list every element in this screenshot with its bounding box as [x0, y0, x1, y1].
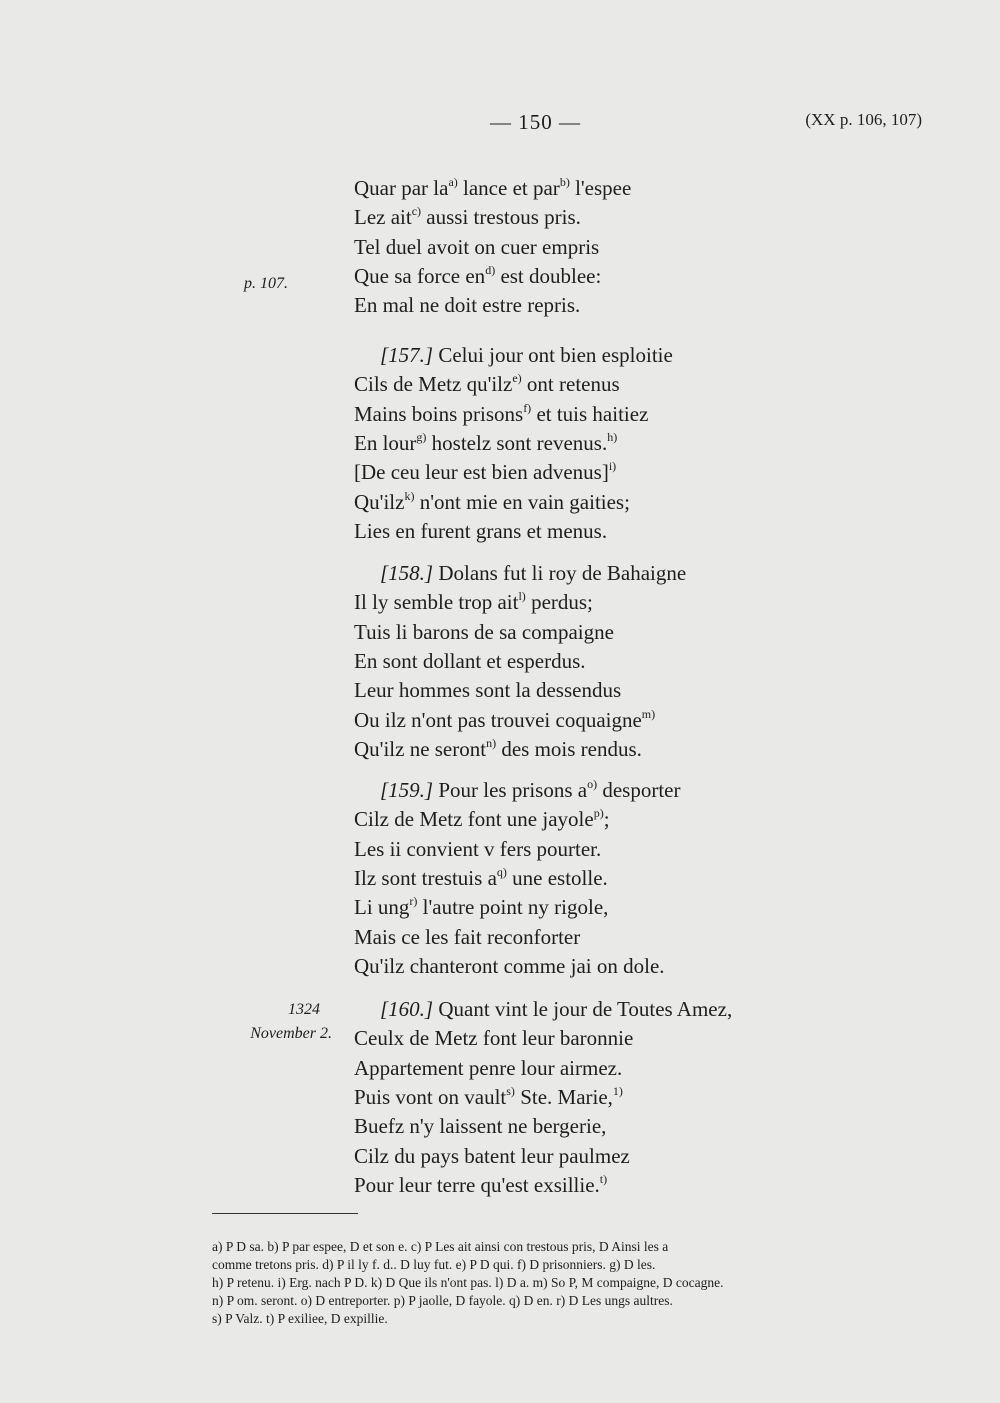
- verse-line: [354, 202, 581, 232]
- verse-text: des mois rendus.: [496, 736, 642, 761]
- verse-line: [354, 951, 665, 981]
- verse-text: Tuis li barons de sa compaigne: [354, 619, 614, 644]
- verse-line: [354, 290, 580, 320]
- stanza-number: [160.]: [380, 997, 434, 1021]
- footnote-line: a) P D sa. b) P par espee, D et son e. c) P Les ait ainsi con trestous pris, D Ainsi les a: [212, 1239, 669, 1254]
- verse-line: [354, 369, 620, 399]
- verse-line: [354, 863, 608, 893]
- footnote-marker: b): [559, 175, 570, 189]
- footnote-line: n) P om. seront. o) D entreporter. p) P jaolle, D fayole. q) D en. r) D Les ungs aultres.: [212, 1293, 673, 1308]
- footnote-marker: o): [587, 777, 598, 791]
- verse-line: [354, 173, 631, 203]
- verse-text: Il ly semble trop ait: [354, 590, 519, 615]
- stanza-number: [159.]: [380, 778, 434, 802]
- verse-line: [380, 340, 673, 370]
- verse-text: ont retenus: [521, 372, 620, 397]
- verse-text: Leur hommes sont la dessendus: [354, 678, 622, 703]
- verse-text: Ste. Marie,: [514, 1084, 613, 1109]
- footnote-marker: i): [608, 459, 617, 474]
- verse-text: Lies en furent grans et menus.: [354, 518, 608, 543]
- verse-line: [354, 734, 642, 764]
- footnote-marker: d): [485, 262, 496, 277]
- verse-text: Celui jour ont bien esploitie: [438, 343, 673, 367]
- verse-text: Les ii convient v fers pourter.: [354, 836, 602, 861]
- verse-line: [354, 646, 586, 676]
- verse-text: Quant vint le jour de Toutes Amez,: [438, 997, 733, 1021]
- footnote-marker: f): [523, 400, 532, 415]
- footnote-marker: k): [404, 488, 415, 503]
- verse-text: Qu'ilz: [354, 489, 405, 514]
- verse-line: [354, 516, 607, 546]
- verse-text: perdus;: [525, 590, 593, 615]
- footnote-marker: s): [506, 1083, 515, 1098]
- verse-text: une estolle.: [506, 865, 608, 890]
- verse-text: Mains boins prisons: [354, 401, 524, 426]
- verse-line: [354, 487, 630, 517]
- verse-text: Puis vont on vault: [354, 1084, 507, 1109]
- verse-line: [354, 457, 616, 487]
- footnote-marker: m): [641, 706, 656, 721]
- verse-text: Quar par la: [354, 176, 449, 200]
- verse-text: Ilz sont trestuis a: [354, 865, 497, 890]
- footnote-marker: p): [593, 806, 604, 821]
- footnote-marker: 1): [612, 1083, 623, 1098]
- verse-text: Ceulx de Metz font leur baronnie: [354, 1026, 634, 1051]
- verse-text: est doublee:: [495, 263, 602, 288]
- verse-text: Li ung: [354, 895, 410, 920]
- verse-text: [De ceu leur est bien advenus]: [354, 460, 609, 485]
- verse-line: [354, 892, 608, 922]
- verse-text: Buefz n'y laissent ne bergerie,: [354, 1114, 607, 1139]
- footnote-marker: q): [496, 864, 507, 879]
- verse-line: [354, 1082, 623, 1112]
- verse-line: [354, 675, 621, 705]
- verse-text: et tuis haitiez: [531, 401, 649, 426]
- verse-text: Dolans fut li roy de Bahaigne: [438, 561, 687, 585]
- footnote-marker: g): [416, 429, 427, 444]
- verse-text: Cils de Metz qu'ilz: [354, 372, 513, 397]
- footnote-line: comme tretons pris. d) P il ly f. d.. D luy fut. e) P D qui. f) D prisonniers. g) D les.: [212, 1257, 656, 1272]
- verse-line: [354, 804, 610, 834]
- footnote-marker: n): [486, 735, 497, 750]
- verse-line: [354, 834, 601, 864]
- verse-text: Tel duel avoit on cuer empris: [354, 234, 600, 259]
- verse-text: l'autre point ny rigole,: [417, 895, 609, 920]
- stanza-number: [158.]: [380, 561, 434, 585]
- footnote-line: h) P retenu. i) Erg. nach P D. k) D Que ils n'ont pas. l) D a. m) So P, M compaigne, D cocagne.: [212, 1275, 724, 1290]
- page-number: — 150 —: [490, 110, 581, 134]
- verse-text: Mais ce les fait reconforter: [354, 924, 581, 949]
- verse-line: [354, 428, 617, 458]
- verse-text: desporter: [597, 778, 681, 802]
- verse-text: Cilz de Metz font une jayole: [354, 807, 594, 832]
- verse-text: hostelz sont revenus.: [426, 430, 608, 455]
- footnote-marker: a): [448, 175, 458, 189]
- verse-line: [354, 1141, 630, 1171]
- footnote-marker: t): [599, 1171, 608, 1186]
- verse-text: Lez ait: [354, 205, 412, 230]
- footnote-marker: h): [607, 429, 618, 444]
- verse-line: [354, 705, 655, 735]
- page-reference: (XX p. 106, 107): [805, 110, 922, 129]
- verse-text: lance et par: [457, 176, 560, 200]
- verse-text: Pour les prisons a: [438, 778, 588, 802]
- verse-text: l'espee: [569, 176, 632, 200]
- margin-date-year: 1324: [288, 1001, 320, 1018]
- verse-text: Pour leur terre qu'est exsillie.: [354, 1172, 600, 1197]
- verse-line: [380, 775, 681, 805]
- margin-date-day: November 2.: [250, 1025, 332, 1042]
- footnote-marker: e): [512, 371, 522, 386]
- footnote-marker: c): [411, 204, 422, 219]
- verse-line: [354, 261, 601, 291]
- verse-line: [354, 587, 593, 617]
- verse-text: Appartement penre lour airmez.: [354, 1055, 623, 1080]
- verse-text: En sont dollant et esperdus.: [354, 648, 586, 673]
- verse-text: Qu'ilz chanteront comme jai on dole.: [354, 953, 665, 978]
- verse-text: n'ont mie en vain gaities;: [414, 489, 630, 514]
- verse-text: Que sa force en: [354, 263, 486, 288]
- verse-line: [354, 617, 614, 647]
- verse-text: En mal ne doit estre repris.: [354, 293, 581, 318]
- verse-text: Cilz du pays batent leur paulmez: [354, 1143, 630, 1168]
- footnote-marker: r): [409, 894, 418, 909]
- verse-text: Ou ilz n'ont pas trouvei coquaigne: [354, 707, 642, 732]
- verse-line: [354, 1170, 607, 1200]
- verse-text: Qu'ilz ne seront: [354, 736, 487, 761]
- verse-line: [380, 994, 732, 1024]
- verse-line: [354, 1023, 633, 1053]
- stanza-number: [157.]: [380, 343, 434, 367]
- footnote-rule: [212, 1213, 358, 1214]
- verse-text: ;: [603, 807, 610, 832]
- footnote-marker: l): [518, 589, 526, 604]
- footnote-line: s) P Valz. t) P exiliee, D expillie.: [212, 1311, 388, 1326]
- verse-line: [354, 1111, 606, 1141]
- verse-line: [354, 232, 599, 262]
- verse-line: [354, 922, 580, 952]
- verse-line: [354, 399, 648, 429]
- verse-line: [380, 558, 686, 588]
- margin-page-ref: p. 107.: [244, 275, 288, 292]
- verse-line: [354, 1053, 622, 1083]
- verse-text: En lour: [354, 430, 417, 455]
- verse-text: aussi trestous pris.: [421, 205, 581, 230]
